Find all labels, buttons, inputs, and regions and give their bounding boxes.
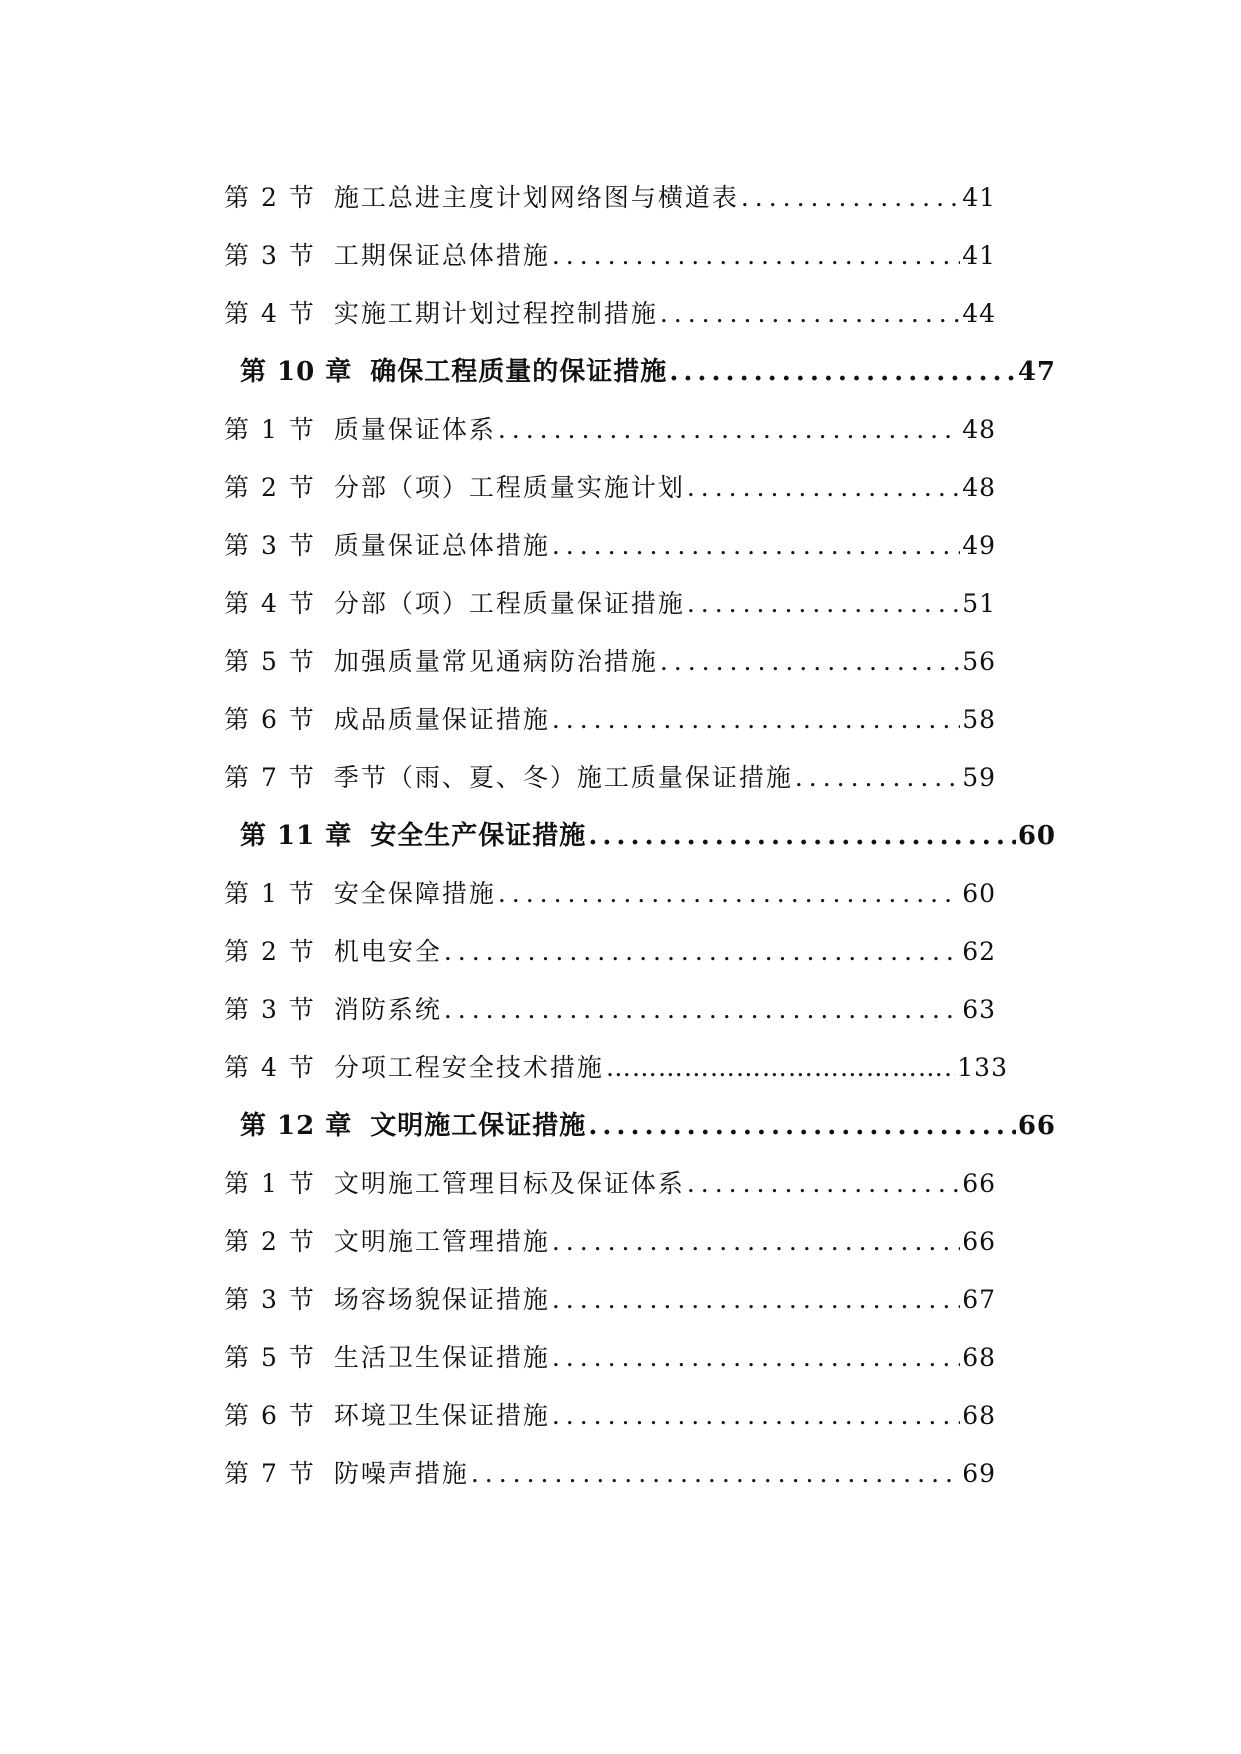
entry-label: 第 10 章 xyxy=(240,357,353,387)
toc-entry-section[interactable] xyxy=(224,1454,996,1494)
entry-title: 安全保障措施 xyxy=(333,879,496,908)
toc-entry-section[interactable] xyxy=(224,410,996,450)
entry-label: 第 3 节 xyxy=(224,995,316,1024)
entry-title: 工期保证总体措施 xyxy=(333,241,550,270)
toc-entry-section[interactable] xyxy=(224,1048,1008,1088)
entry-page-number: 66 xyxy=(962,1227,996,1256)
entry-page-number: 69 xyxy=(962,1459,996,1488)
toc-entry-section[interactable] xyxy=(224,236,996,276)
toc-entry-section[interactable] xyxy=(224,526,996,566)
entry-title: 场容场貌保证措施 xyxy=(333,1285,550,1314)
entry-title: 文明施工管理目标及保证体系 xyxy=(333,1169,685,1198)
entry-title: 消防系统 xyxy=(333,995,442,1024)
entry-page-number: 60 xyxy=(962,879,996,908)
entry-page-number: 67 xyxy=(962,1285,996,1314)
entry-label: 第 4 节 xyxy=(224,1053,316,1082)
entry-label: 第 12 章 xyxy=(240,1111,353,1141)
entry-page-number: 63 xyxy=(962,995,996,1024)
entry-page-number: 62 xyxy=(962,937,996,966)
toc-entry-section[interactable] xyxy=(224,990,996,1030)
entry-title: 分部（项）工程质量实施计划 xyxy=(333,473,685,502)
entry-title: 机电安全 xyxy=(333,937,442,966)
dot-leader xyxy=(552,1222,960,1262)
entry-label: 第 2 节 xyxy=(224,473,316,502)
dot-leader xyxy=(552,700,960,740)
toc-entry-section[interactable] xyxy=(224,468,996,508)
dot-leader xyxy=(687,468,960,508)
dot-leader xyxy=(795,758,960,798)
entry-title: 施工总进主度计划网络图与横道表 xyxy=(333,183,739,212)
entry-title: 生活卫生保证措施 xyxy=(333,1343,550,1372)
entry-label: 第 1 节 xyxy=(224,415,316,444)
toc-entry-section[interactable] xyxy=(224,700,996,740)
dot-leader xyxy=(498,874,960,914)
entry-page-number: 41 xyxy=(962,241,996,270)
entry-label: 第 6 节 xyxy=(224,1401,316,1430)
entry-label: 第 1 节 xyxy=(224,1169,316,1198)
entry-page-number: 66 xyxy=(1017,1111,1056,1141)
entry-label: 第 7 节 xyxy=(224,1459,316,1488)
entry-title: 质量保证体系 xyxy=(333,415,496,444)
entry-label: 第 3 节 xyxy=(224,1285,316,1314)
entry-label: 第 7 节 xyxy=(224,763,316,792)
entry-page-number: 48 xyxy=(962,473,996,502)
entry-title: 分部（项）工程质量保证措施 xyxy=(333,589,685,618)
dot-leader xyxy=(444,932,960,972)
dot-leader xyxy=(588,1106,1016,1146)
entry-title: 加强质量常见通病防治措施 xyxy=(333,647,658,676)
entry-title: 成品质量保证措施 xyxy=(333,705,550,734)
entry-label: 第 1 节 xyxy=(224,879,316,908)
toc-entry-section[interactable] xyxy=(224,584,996,624)
entry-title: 安全生产保证措施 xyxy=(370,821,587,851)
entry-page-number: 60 xyxy=(1017,821,1056,851)
entry-label: 第 6 节 xyxy=(224,705,316,734)
entry-title: 文明施工管理措施 xyxy=(333,1227,550,1256)
toc-entry-section[interactable] xyxy=(224,1338,996,1378)
entry-page-number: 133 xyxy=(957,1053,1008,1082)
dot-leader xyxy=(660,294,960,334)
toc-entry-section[interactable] xyxy=(224,1280,996,1320)
toc-entry-section[interactable] xyxy=(224,1164,996,1204)
dot-leader xyxy=(660,642,960,682)
entry-page-number: 56 xyxy=(962,647,996,676)
dot-leader xyxy=(552,526,960,566)
entry-page-number: 41 xyxy=(962,183,996,212)
dot-leader xyxy=(552,236,960,276)
entry-label: 第 2 节 xyxy=(224,1227,316,1256)
entry-page-number: 49 xyxy=(962,531,996,560)
entry-page-number: 44 xyxy=(962,299,996,328)
entry-title: 环境卫生保证措施 xyxy=(333,1401,550,1430)
toc-entry-section[interactable] xyxy=(224,874,996,914)
entry-page-number: 68 xyxy=(962,1401,996,1430)
toc-entry-section[interactable] xyxy=(224,758,996,798)
dot-leader xyxy=(471,1454,960,1494)
toc-entry-section[interactable] xyxy=(224,932,996,972)
entry-page-number: 51 xyxy=(962,589,996,618)
entry-title: 季节（雨、夏、冬）施工质量保证措施 xyxy=(333,763,793,792)
entry-title: 文明施工保证措施 xyxy=(370,1111,587,1141)
toc-entry-chapter[interactable] xyxy=(240,1106,1056,1146)
dot-leader xyxy=(444,990,960,1030)
entry-label: 第 3 节 xyxy=(224,531,316,560)
dot-leader xyxy=(498,410,960,450)
entry-title: 分项工程安全技术措施 xyxy=(333,1053,604,1082)
dot-leader xyxy=(552,1396,960,1436)
entry-page-number: 66 xyxy=(962,1169,996,1198)
ellipsis-leader xyxy=(606,1048,955,1088)
entry-page-number: 58 xyxy=(962,705,996,734)
toc-entry-section[interactable] xyxy=(224,178,996,218)
entry-title: 确保工程质量的保证措施 xyxy=(370,357,668,387)
dot-leader xyxy=(687,1164,960,1204)
dot-leader xyxy=(741,178,960,218)
entry-label: 第 3 节 xyxy=(224,241,316,270)
entry-page-number: 68 xyxy=(962,1343,996,1372)
dot-leader xyxy=(552,1280,960,1320)
entry-label: 第 11 章 xyxy=(240,821,353,851)
toc-entry-section[interactable] xyxy=(224,1396,996,1436)
entry-label: 第 5 节 xyxy=(224,1343,316,1372)
toc-entry-section[interactable] xyxy=(224,294,996,334)
entry-title: 实施工期计划过程控制措施 xyxy=(333,299,658,328)
dot-leader xyxy=(669,352,1016,392)
dot-leader xyxy=(552,1338,960,1378)
entry-label: 第 4 节 xyxy=(224,299,316,328)
entry-label: 第 5 节 xyxy=(224,647,316,676)
toc-entry-chapter[interactable] xyxy=(240,816,1056,856)
entry-label: 第 4 节 xyxy=(224,589,316,618)
toc-entry-section[interactable] xyxy=(224,1222,996,1262)
dot-leader xyxy=(687,584,960,624)
entry-page-number: 47 xyxy=(1017,357,1056,387)
entry-title: 质量保证总体措施 xyxy=(333,531,550,560)
toc-entry-section[interactable] xyxy=(224,642,996,682)
entry-title: 防噪声措施 xyxy=(333,1459,469,1488)
entry-label: 第 2 节 xyxy=(224,937,316,966)
toc-entry-chapter[interactable] xyxy=(240,352,1056,392)
entry-page-number: 59 xyxy=(962,763,996,792)
entry-label: 第 2 节 xyxy=(224,183,316,212)
dot-leader xyxy=(588,816,1016,856)
entry-page-number: 48 xyxy=(962,415,996,444)
